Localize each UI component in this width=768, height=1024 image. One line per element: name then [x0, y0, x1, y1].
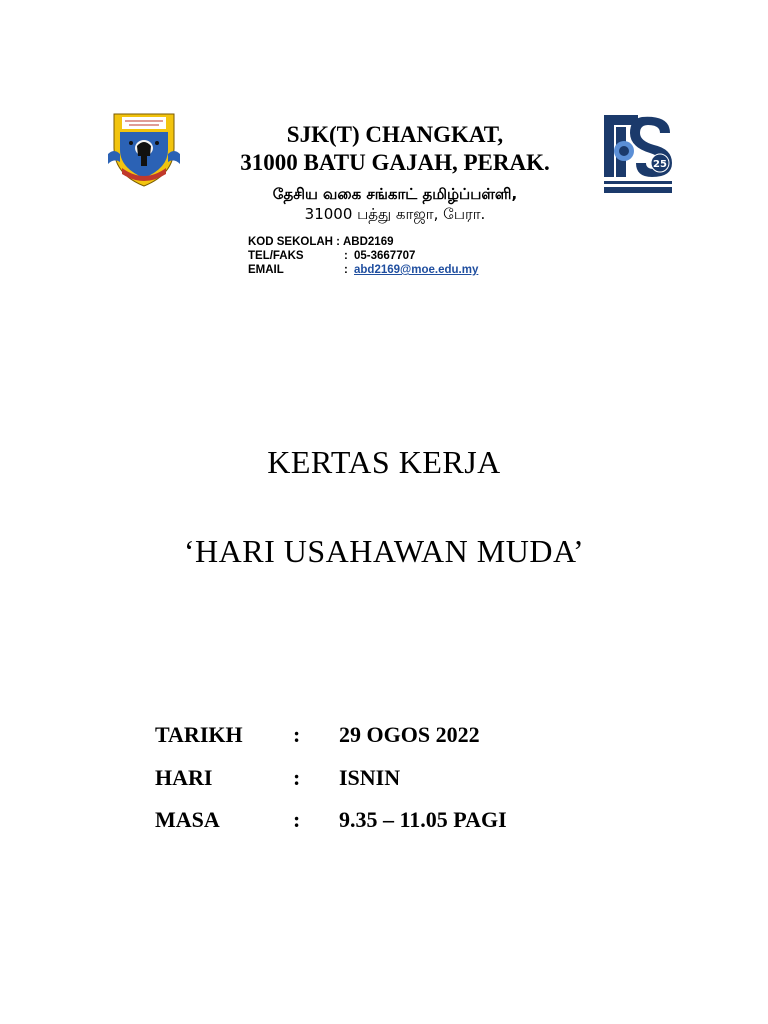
day-label: HARI — [155, 765, 213, 790]
tamil-name-line2: 31000 பத்து காஜா, பேரா. — [304, 205, 486, 223]
email-link[interactable]: abd2169@moe.edu.my — [354, 264, 479, 276]
document-title: KERTAS KERJA — [267, 444, 501, 480]
school-code-value: ABD2169 — [343, 236, 394, 248]
phone-value: 05-3667707 — [354, 250, 416, 262]
document-subtitle: ‘HARI USAHAWAN MUDA’ — [183, 533, 585, 569]
school-code-row — [248, 235, 478, 249]
day-colon: : — [293, 765, 301, 790]
date-label: TARIKH — [155, 722, 243, 747]
phone-colon: : — [344, 250, 348, 262]
school-code-label: KOD SEKOLAH : — [248, 236, 340, 248]
date-colon: : — [293, 722, 301, 747]
phone-label: TEL/FAKS — [248, 250, 304, 262]
tamil-name-line1: தேசிய வகை சங்காட் தமிழ்ப்பள்ளி, — [272, 185, 518, 203]
date-value: 29 OGOS 2022 — [339, 722, 480, 747]
time-value: 9.35 – 11.05 PAGI — [339, 807, 507, 832]
time-colon: : — [293, 807, 301, 832]
email-label: EMAIL — [248, 264, 284, 276]
email-row — [248, 263, 478, 277]
contact-block — [248, 235, 478, 277]
school-name-line1: SJK(T) CHANGKAT, — [286, 122, 504, 147]
phone-row — [248, 249, 478, 263]
email-colon: : — [344, 264, 348, 276]
time-label: MASA — [155, 807, 220, 832]
school-name-line2: 31000 BATU GAJAH, PERAK. — [240, 150, 550, 175]
day-value: ISNIN — [339, 765, 401, 790]
svg-text:25: 25 — [653, 159, 667, 170]
